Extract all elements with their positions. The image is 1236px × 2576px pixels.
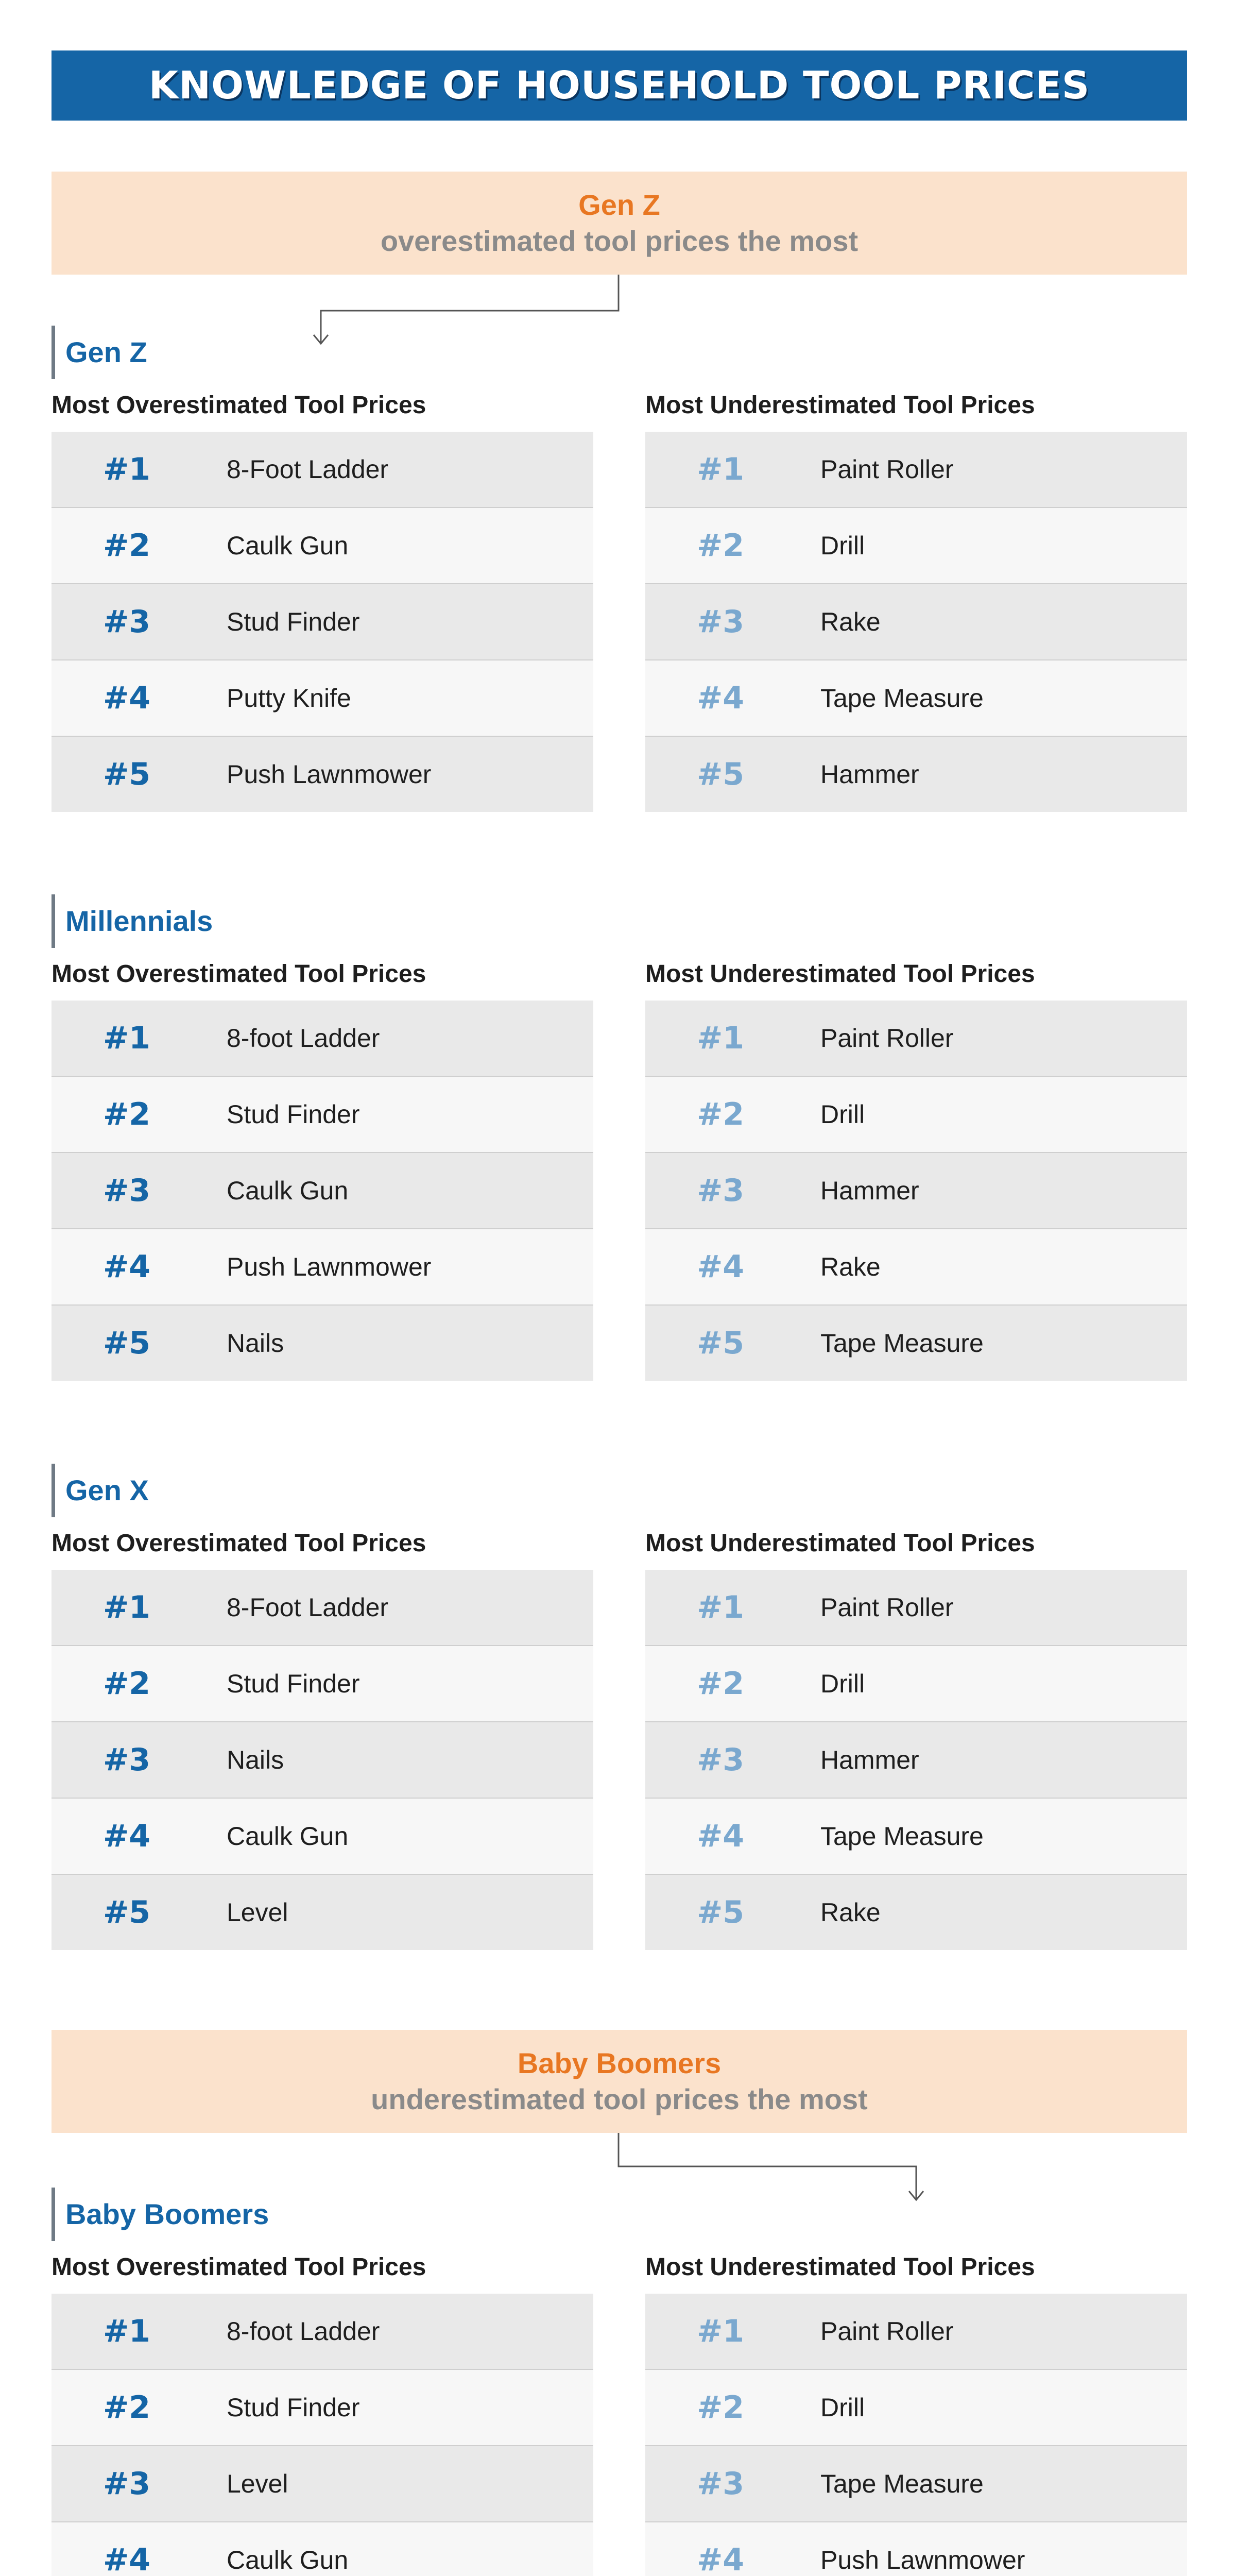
overestimated-list (52, 2294, 593, 2576)
tool-name: Push Lawnmower (820, 2546, 1025, 2574)
generation-heading: Baby Boomers (52, 2188, 1187, 2241)
list-item (52, 2446, 593, 2522)
rank-label: #5 (103, 1325, 151, 1361)
tool-name: Tape Measure (820, 1822, 984, 1851)
rank-label: #4 (697, 2542, 745, 2576)
tool-name: Rake (820, 1898, 881, 1927)
list-item (52, 1875, 593, 1950)
tool-name: Stud Finder (227, 1669, 360, 1698)
rank-label: #3 (697, 1742, 745, 1778)
overestimated-heading: Most Overestimated Tool Prices (52, 392, 426, 419)
tool-name: Drill (820, 531, 865, 560)
rank-label: #3 (697, 1173, 745, 1209)
overestimated-heading: Most Overestimated Tool Prices (52, 2253, 426, 2281)
list-item (645, 737, 1187, 812)
callout-subtitle: underestimated tool prices the most (371, 2083, 868, 2115)
tool-name: Push Lawnmower (227, 1252, 432, 1281)
tool-name: 8-Foot Ladder (227, 455, 389, 484)
section-baby-boomers (52, 2188, 1187, 2576)
rank-label: #2 (103, 1666, 151, 1702)
overestimated-list (52, 1001, 593, 1381)
list-item (52, 737, 593, 812)
generation-heading: Gen X (52, 1464, 1187, 1517)
rank-label: #4 (697, 680, 745, 716)
tool-name: Nails (227, 1745, 284, 1774)
list-item (645, 1875, 1187, 1950)
rank-label: #5 (697, 1894, 745, 1930)
tool-name: Hammer (820, 760, 919, 789)
tool-name: Tape Measure (820, 2469, 984, 2498)
tool-name: Hammer (820, 1176, 919, 1205)
rank-label: #1 (103, 2313, 151, 2349)
section-gen-x (52, 1464, 1187, 1957)
rank-label: #4 (103, 2542, 151, 2576)
tool-name: Drill (820, 1669, 865, 1698)
list-item (52, 2522, 593, 2576)
underestimated-list (645, 432, 1187, 812)
generation-heading: Gen Z (52, 326, 1187, 379)
list-item (645, 2294, 1187, 2370)
rank-label: #3 (103, 604, 151, 640)
rank-label: #2 (697, 1666, 745, 1702)
tool-name: Drill (820, 1100, 865, 1129)
rank-label: #5 (103, 756, 151, 792)
list-item (645, 2446, 1187, 2522)
list-item (52, 1799, 593, 1875)
list-item (645, 1001, 1187, 1077)
list-item (52, 1570, 593, 1646)
rank-label: #3 (697, 2466, 745, 2502)
list-item (52, 1646, 593, 1722)
list-item (645, 1153, 1187, 1229)
rank-label: #2 (103, 528, 151, 564)
rank-label: #3 (103, 1173, 151, 1209)
tool-name: 8-foot Ladder (227, 2317, 380, 2346)
tool-name: Putty Knife (227, 684, 351, 713)
list-item (52, 1722, 593, 1799)
list-item (645, 1570, 1187, 1646)
rank-label: #4 (103, 1818, 151, 1854)
underestimated-list (645, 1570, 1187, 1950)
rank-label: #2 (103, 1096, 151, 1132)
rank-label: #5 (103, 1894, 151, 1930)
overestimated-heading: Most Overestimated Tool Prices (52, 1530, 426, 1557)
list-item (645, 2522, 1187, 2576)
underestimated-heading: Most Underestimated Tool Prices (645, 960, 1035, 988)
list-item (645, 1722, 1187, 1799)
list-item (52, 508, 593, 584)
rank-label: #5 (697, 1325, 745, 1361)
list-item (645, 584, 1187, 660)
tool-name: Level (227, 1898, 288, 1927)
list-item (645, 660, 1187, 737)
callout-gen-z (52, 172, 1187, 275)
list-item (645, 508, 1187, 584)
list-item (52, 1153, 593, 1229)
tool-name: Paint Roller (820, 2317, 954, 2346)
rank-label: #3 (103, 1742, 151, 1778)
list-item (645, 2370, 1187, 2446)
rank-label: #4 (103, 680, 151, 716)
tool-name: Paint Roller (820, 1593, 954, 1622)
overestimated-list (52, 1570, 593, 1950)
section-gen-z (52, 326, 1187, 819)
tool-name: Hammer (820, 1745, 919, 1774)
section-millennials (52, 894, 1187, 1388)
tool-name: Push Lawnmower (227, 760, 432, 789)
tool-name: 8-foot Ladder (227, 1024, 380, 1053)
underestimated-heading: Most Underestimated Tool Prices (645, 2253, 1035, 2281)
tool-name: Paint Roller (820, 1024, 954, 1053)
tool-name: Tape Measure (820, 684, 984, 713)
rank-label: #4 (697, 1818, 745, 1854)
rank-label: #1 (103, 1020, 151, 1056)
tool-name: Rake (820, 1252, 881, 1281)
tool-name: Caulk Gun (227, 1176, 349, 1205)
rank-label: #1 (103, 451, 151, 487)
list-item (52, 660, 593, 737)
rank-label: #1 (697, 1589, 745, 1625)
tool-name: Stud Finder (227, 1100, 360, 1129)
rank-label: #4 (103, 1249, 151, 1285)
tool-name: Caulk Gun (227, 1822, 349, 1851)
page-title: KNOWLEDGE OF HOUSEHOLD TOOL PRICES (52, 50, 1187, 121)
list-item (52, 1306, 593, 1381)
rank-label: #2 (697, 1096, 745, 1132)
list-item (645, 432, 1187, 508)
underestimated-list (645, 1001, 1187, 1381)
list-item (52, 1001, 593, 1077)
rank-label: #3 (103, 2466, 151, 2502)
rank-label: #2 (697, 2389, 745, 2426)
callout-title: Gen Z (578, 189, 660, 221)
tool-name: Paint Roller (820, 455, 954, 484)
callout-baby-boomers (52, 2030, 1187, 2133)
list-item (645, 1229, 1187, 1306)
tool-name: Tape Measure (820, 1329, 984, 1358)
list-item (645, 1306, 1187, 1381)
list-item (645, 1646, 1187, 1722)
tool-name: Stud Finder (227, 607, 360, 636)
rank-label: #2 (103, 2389, 151, 2426)
rank-label: #1 (697, 451, 745, 487)
list-item (52, 1077, 593, 1153)
tool-name: Rake (820, 607, 881, 636)
callout-title: Baby Boomers (517, 2047, 722, 2079)
overestimated-heading: Most Overestimated Tool Prices (52, 960, 426, 988)
tool-name: Nails (227, 1329, 284, 1358)
list-item (52, 584, 593, 660)
tool-name: Stud Finder (227, 2393, 360, 2422)
tool-name: Caulk Gun (227, 531, 349, 560)
rank-label: #4 (697, 1249, 745, 1285)
list-item (52, 1229, 593, 1306)
list-item (52, 2370, 593, 2446)
overestimated-list (52, 432, 593, 812)
tool-name: 8-Foot Ladder (227, 1593, 389, 1622)
tool-name: Level (227, 2469, 288, 2498)
rank-label: #5 (697, 756, 745, 792)
rank-label: #3 (697, 604, 745, 640)
list-item (645, 1799, 1187, 1875)
tool-name: Drill (820, 2393, 865, 2422)
rank-label: #1 (697, 1020, 745, 1056)
tool-name: Caulk Gun (227, 2546, 349, 2574)
underestimated-heading: Most Underestimated Tool Prices (645, 1530, 1035, 1557)
callout-subtitle: overestimated tool prices the most (380, 225, 859, 257)
list-item (52, 2294, 593, 2370)
rank-label: #2 (697, 528, 745, 564)
rank-label: #1 (103, 1589, 151, 1625)
list-item (645, 1077, 1187, 1153)
underestimated-list (645, 2294, 1187, 2576)
rank-label: #1 (697, 2313, 745, 2349)
underestimated-heading: Most Underestimated Tool Prices (645, 392, 1035, 419)
generation-heading: Millennials (52, 894, 1187, 948)
list-item (52, 432, 593, 508)
